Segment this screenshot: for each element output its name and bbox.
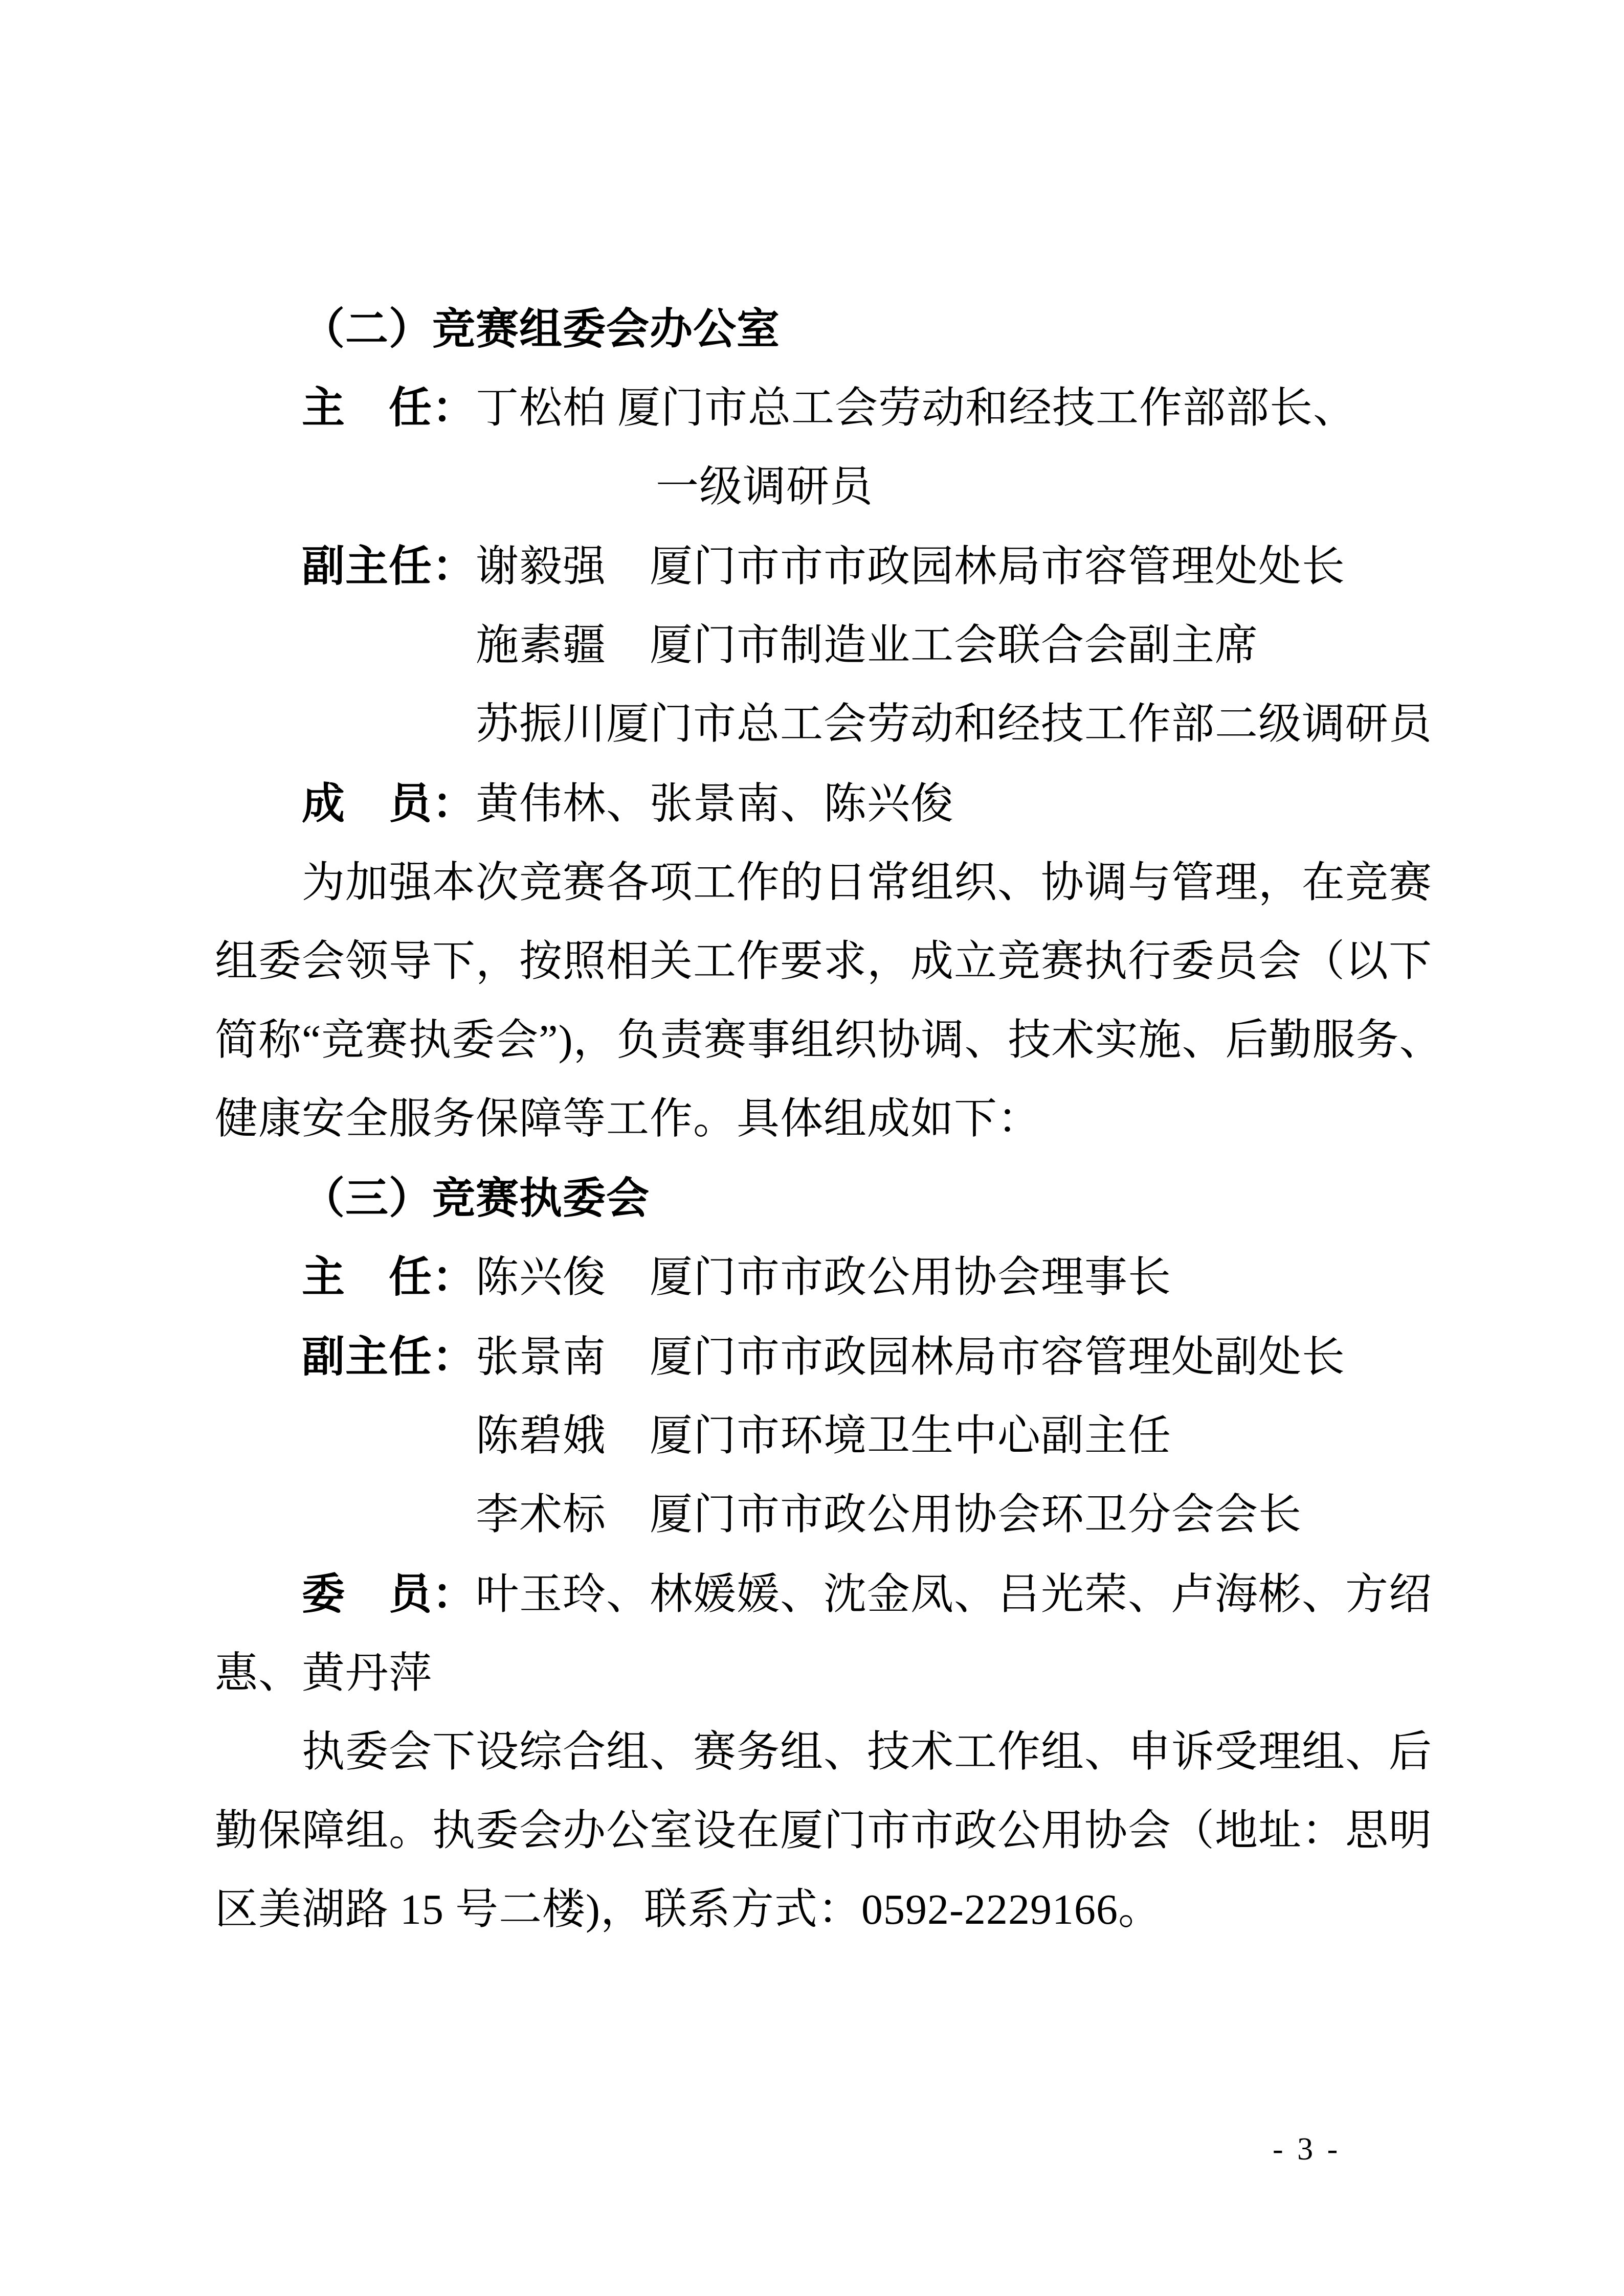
director-value: 丁松柏 厦门市总工会劳动和经技工作部部长、 (476, 385, 1357, 432)
section-2-director-line-continuation: 一级调研员 (656, 463, 874, 511)
paragraph-2-line-2: 勤保障组。执委会办公室设在厦门市市政公用协会（地址：思明 (215, 1807, 1433, 1855)
section-2-heading: （二）竞赛组委会办公室 (302, 305, 781, 353)
page-number: - 3 - (1273, 2132, 1341, 2167)
document-body (215, 289, 1443, 1949)
deputy-label: 副主任： (302, 1333, 476, 1381)
section-3-heading: （三）竞赛执委会 (302, 1174, 650, 1222)
members-value-1: 叶玉玲、林媛媛、沈金凤、吕光荣、卢海彬、方绍 (476, 1571, 1433, 1618)
section-3-deputy-line-2: 陈碧娥 厦门市环境卫生中心副主任 (476, 1412, 1172, 1460)
director-label: 主 任： (302, 384, 476, 432)
section-2-deputy-line-3: 苏振川厦门市总工会劳动和经技工作部二级调研员 (476, 701, 1433, 748)
deputy-value-1: 谢毅强 厦门市市市政园林局市容管理处处长 (476, 543, 1346, 591)
section-2-deputy-line-2: 施素疆 厦门市制造业工会联合会副主席 (476, 622, 1259, 669)
section-2-deputy-line-1 (215, 527, 1425, 606)
members-label: 委 员： (302, 1570, 476, 1618)
paragraph-1-line-4: 健康安全服务保障等工作。具体组成如下： (215, 1095, 1041, 1143)
section-2-director-line (215, 368, 1425, 448)
director-label: 主 任： (302, 1253, 476, 1301)
section-3-deputy-line-3: 李术标 厦门市市政公用协会环卫分会会长 (476, 1491, 1302, 1539)
members-value: 黄伟林、张景南、陈兴俊 (476, 780, 954, 828)
paragraph-2-line-3: 区美湖路 15 号二楼)，联系方式：0592-2229166。 (215, 1886, 1162, 1933)
director-value: 陈兴俊 厦门市市政公用协会理事长 (476, 1254, 1172, 1301)
section-3-director-line (215, 1237, 1425, 1317)
paragraph-1-line-2: 组委会领导下，按照相关工作要求，成立竞赛执行委员会（以下 (215, 938, 1433, 985)
paragraph-1-line-1: 为加强本次竞赛各项工作的日常组织、协调与管理，在竞赛 (302, 859, 1433, 907)
paragraph-1-line-3: 简称“竞赛执委会”)，负责赛事组织协调、技术实施、后勤服务、 (215, 1017, 1443, 1064)
deputy-label: 副主任： (302, 542, 476, 590)
section-3-deputy-line-1 (215, 1317, 1425, 1397)
section-3-members-line-continuation: 惠、黄丹萍 (215, 1650, 433, 1697)
section-3-members-line (215, 1555, 1433, 1634)
section-2-members-line (215, 764, 1425, 844)
deputy-value-1: 张景南 厦门市市政园林局市容管理处副处长 (476, 1334, 1346, 1381)
paragraph-2-line-1: 执委会下设综合组、赛务组、技术工作组、申诉受理组、后 (302, 1728, 1433, 1776)
members-label: 成 员： (302, 779, 476, 827)
